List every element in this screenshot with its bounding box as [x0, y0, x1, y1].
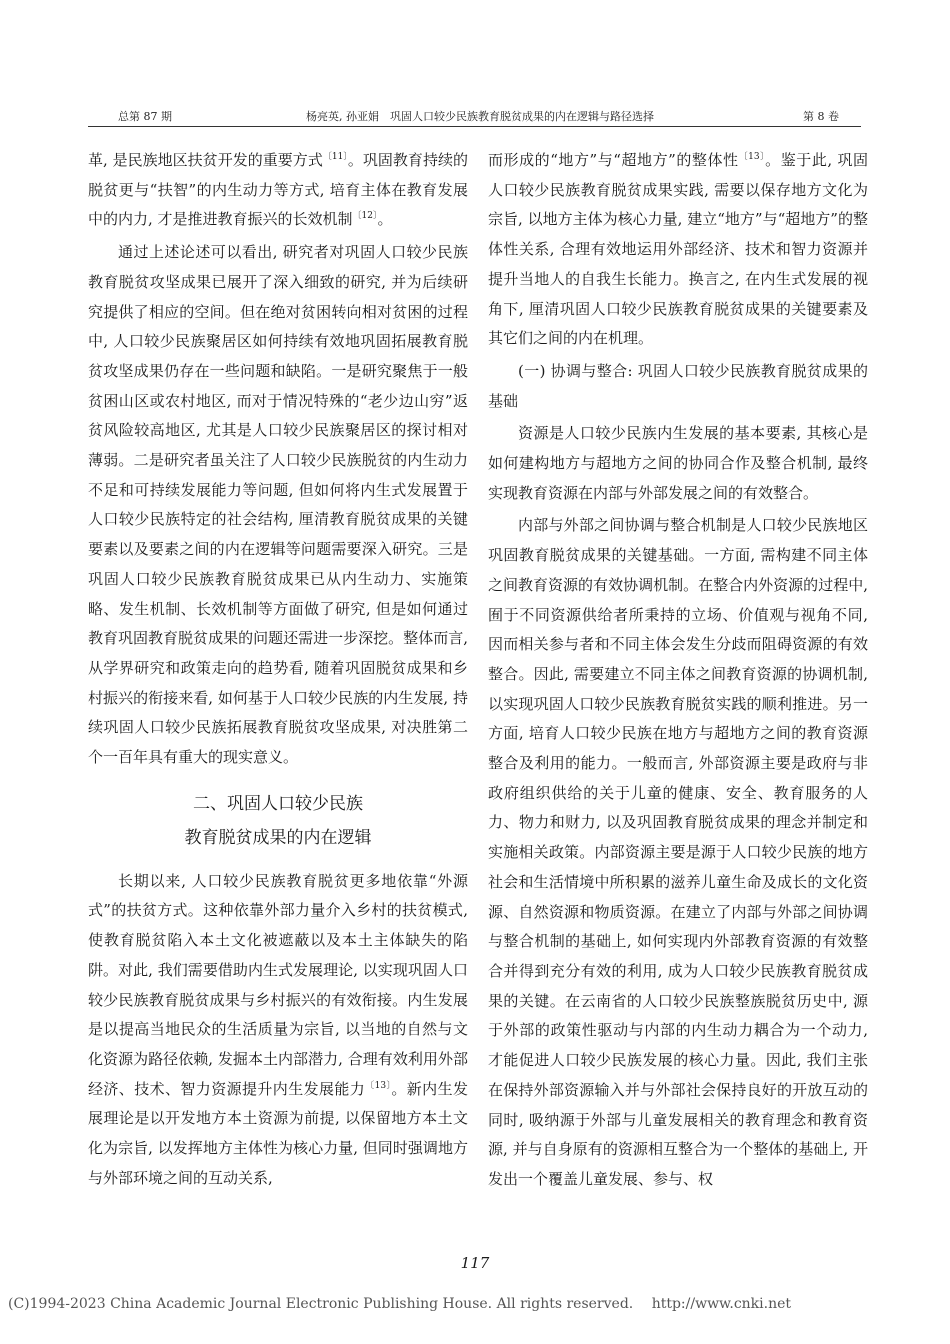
right-paragraph-2: 资源是人口较少民族内生发展的基本要素, 其核心是如何建构地方与超地方之间的协同合作及整合机制, 最终实现教育资源在内部与外部发展之间的有效整合。 [488, 424, 868, 502]
page-number: 117 [460, 1254, 490, 1272]
footer [8, 1296, 948, 1312]
section-heading-line-2: 教育脱贫成果的内在逻辑 [184, 827, 372, 848]
right-column [488, 146, 868, 1195]
copyright-notice: (C)1994-2023 China Academic Journal Electronic Publishing House. All rights reserved. [8, 1296, 634, 1312]
issue-number: 总第 87 期 [118, 110, 172, 123]
citation-13: 〔13〕 [365, 1080, 392, 1091]
section-heading-line-1: 二、巩固人口较少民族 [193, 793, 363, 814]
running-header [88, 108, 861, 126]
volume-number: 第 8 卷 [803, 110, 839, 123]
header-authors-title: 杨亮英, 孙亚娟 巩固人口较少民族教育脱贫成果的内在逻辑与路径选择 [306, 110, 654, 123]
citation-11: 〔11〕 [322, 152, 348, 162]
subsection-heading: (一) 协调与整合: 巩固人口较少民族教育脱贫成果的基础 [488, 361, 868, 410]
left-column [88, 146, 468, 1194]
section-heading [88, 787, 468, 855]
left-paragraph-3: 长期以来, 人口较少民族教育脱贫更多地依靠“外源式”的扶贫方式。这种依靠外部力量介入乡村的扶贫模式, 使教育脱贫陷入本土文化被遮蔽以及本土主体缺失的陷阱。对此, 我们需要借助内生式发展理论, 以实现巩固人口较少民族教育脱贫成果与乡村振兴的有效衔接。内生发展是以提高当地民众的生活质量为宗旨, 以当地的自然与文化资源为路径依赖, 发掘本土内部潜力, 合理有效利用外部经济、技术、智力资源提升内生发展能力$^{〔13〕}$。新内生发展理论是以开发地方本土资源为前提, 以保留地方本土文化为宗旨, 以发挥地方主体性为核心力量, 但同时强调地方与外部环境之间的互动关系, [88, 871, 468, 1187]
cnki-link[interactable]: http://www.cnki.net [651, 1296, 792, 1312]
right-paragraph-3: 内部与外部之间协调与整合机制是人口较少民族地区巩固教育脱贫成果的关键基础。一方面, 需构建不同主体之间教育资源的有效协调机制。在整合内外资源的过程中, 囿于不同资源供给者所秉持的立场、价值观与视角不同, 因而相关参与者和不同主体会发生分歧而阻碍资源的有效整合。因此, 需要建立不同主体之间教育资源的协调机制, 以实现巩固人口较少民族教育脱贫实践的顺利推进。另一方面, 培育人口较少民族在地方与超地方之间的教育资源整合及利用的能力。一般而言, 外部资源主要是政府与非政府组织供给的关于儿童的健康、安全、教育服务的人力、物力和财力, 以及巩固教育脱贫成果的理念并制定和实施相关政策。内部资源主要是源于人口较少民族的地方社会和生活情境中所积累的滋养儿童生命及成长的文化资源、自然资源和物质资源。在建立了内部与外部之间协调与整合机制的基础上, 如何实现内外部教育资源的有效整合并得到充分有效的利用, 成为人口较少民族教育脱贫成果的关键。在云南省的人口较少民族整族脱贫历史中, 源于外部的政策性驱动与内部的内生动力耦合为一个动力, 才能促进人口较少民族发展的核心力量。因此, 我们主张在保持外部资源输入并与外部社会保持良好的开放互动的同时, 吸纳源于外部与儿童发展相关的教育理念和教育资源, 并与自身原有的资源相互整合为一个整体的基础上, 开发出一个覆盖儿童发展、参与、权 [488, 516, 868, 1188]
left-paragraph-1: 革, 是民族地区扶贫开发的重要方式$^{〔11〕}$。巩固教育持续的脱贫更与“扶智”的内生动力等方式, 培育主体在教育发展中的内力, 才是推进教育振兴的长效机制$^{〔12〕}$。 [88, 151, 468, 229]
left-paragraph-2: 通过上述论述可以看出, 研究者对巩固人口较少民族教育脱贫攻坚成果已展开了深入细致的研究, 并为后续研究提供了相应的空间。但在绝对贫困转向相对贫困的过程中, 人口较少民族聚居区如何持续有效地巩固拓展教育脱贫攻坚成果仍存在一些问题和缺陷。一是研究聚焦于一般贫困山区或农村地区, 而对于情况特殊的“老少边山穷”返贫风险较高地区, 尤其是人口较少民族聚居区的探讨相对薄弱。二是研究者虽关注了人口较少民族脱贫的内生动力不足和可持续发展能力等问题, 但如何将内生式发展置于人口较少民族特定的社会结构, 厘清教育脱贫成果的关键要素以及要素之间的内在逻辑等问题需要深入研究。三是巩固人口较少民族教育脱贫成果已从内生动力、实施策略、发生机制、长效机制等方面做了研究, 但是如何通过教育巩固教育脱贫成果的问题还需进一步深挖。整体而言, 从学界研究和政策走向的趋势看, 随着巩固脱贫成果和乡村振兴的衔接来看, 如何基于人口较少民族的内生发展, 持续巩固人口较少民族拓展教育脱贫攻坚成果, 对决胜第二个一百年具有重大的现实意义。 [88, 243, 468, 767]
header-rule [88, 126, 861, 127]
citation-13b: 〔13〕 [738, 152, 766, 162]
citation-12: 〔12〕 [352, 211, 378, 222]
right-paragraph-1: 而形成的“地方”与“超地方”的整体性$^{〔13〕}$。鉴于此, 巩固人口较少民族教育脱贫成果实践, 需要以保存地方文化为宗旨, 以地方主体为核心力量, 建立“地方”与“超地方”的整体性关系, 合理有效地运用外部经济、技术和智力资源并提升当地人的自我生长能力。换言之, 在内生式发展的视角下, 厘清巩固人口较少民族教育脱贫成果的关键要素及其它们之间的内在机理。 [488, 151, 869, 348]
